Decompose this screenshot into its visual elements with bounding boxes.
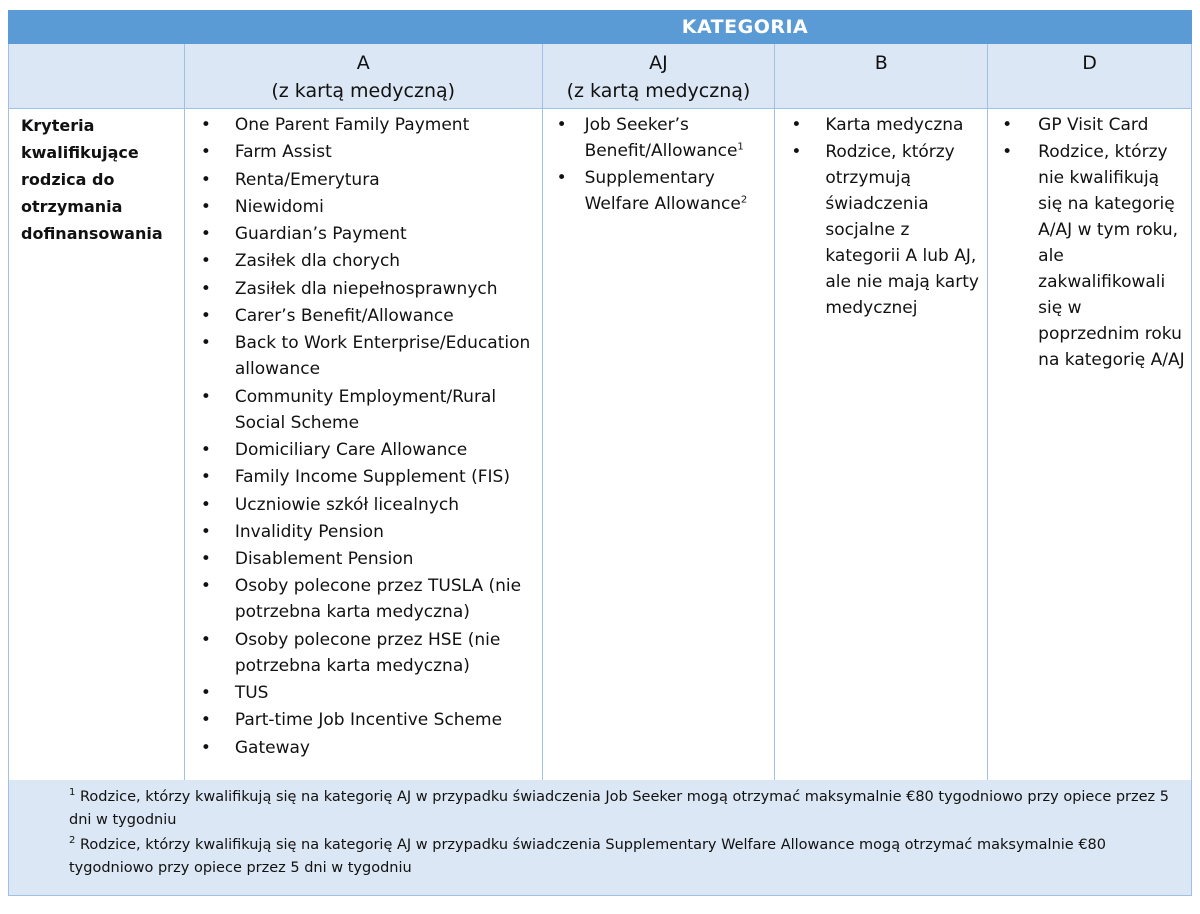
category-a-cell <box>185 108 543 780</box>
column-label: B <box>874 52 888 74</box>
category-d-list <box>988 109 1191 373</box>
criteria-row <box>8 108 1192 780</box>
list-item: • Back to Work Enterprise/Education allowance <box>185 330 538 382</box>
list-item: • Zasiłek dla niepełnosprawnych <box>185 276 538 302</box>
column-sublabel: (z kartą medyczną) <box>566 80 751 102</box>
item-text: Job Seeker’s Benefit/Allowance <box>584 115 738 161</box>
list-item: • One Parent Family Payment <box>185 112 538 138</box>
category-b-list <box>775 109 987 321</box>
list-item: • Part-time Job Incentive Scheme <box>185 707 538 733</box>
list-item: • Karta medyczna <box>775 112 983 138</box>
list-item: • Guardian’s Payment <box>185 221 538 247</box>
list-item: • Niewidomi <box>185 194 538 220</box>
column-header-a <box>185 44 543 108</box>
column-header-aj <box>543 44 776 108</box>
item-text: Supplementary Welfare Allowance <box>584 168 741 215</box>
column-sublabel: (z kartą medyczną) <box>271 80 456 102</box>
column-label: D <box>1082 52 1097 74</box>
list-item: • Disablement Pension <box>185 546 538 572</box>
list-item: • Osoby polecone przez TUSLA (nie potrzebna karta medyczna) <box>185 573 538 625</box>
category-aj-list <box>543 109 775 217</box>
list-item: • Osoby polecone przez HSE (nie potrzebna karta medyczna) <box>185 627 538 679</box>
header-row <box>8 44 1192 108</box>
footnote-ref: 1 <box>737 141 744 153</box>
list-item: • Family Income Supplement (FIS) <box>185 464 538 490</box>
category-table <box>8 10 1192 896</box>
footnotes <box>8 780 1192 896</box>
category-a-list <box>185 109 542 761</box>
column-header-d <box>988 44 1192 108</box>
list-item: • Gateway <box>185 735 538 761</box>
list-item: • Rodzice, którzy nie kwalifikują się na kategorię A/AJ w tym roku, ale zakwalifikowali się w poprzednim roku na kategorię A/AJ <box>988 139 1187 373</box>
footnote <box>69 786 1171 832</box>
list-item: • Invalidity Pension <box>185 519 538 545</box>
list-item: • Rodzice, którzy otrzymują świadczenia socjalne z kategorii A lub AJ, ale nie mają karty medycznej <box>775 139 983 321</box>
footnote-text: Rodzice, którzy kwalifikują się na kategorię AJ w przypadku świadczenia Job Seeker mogą otrzymać maksymalnie €80 tygodniowo przy opiece przez 5 dni w tygodniu <box>69 789 1169 828</box>
table-title: KATEGORIA <box>8 10 1192 44</box>
category-d-cell <box>988 108 1192 780</box>
list-item: • Zasiłek dla chorych <box>185 248 538 274</box>
column-label: A <box>356 52 370 74</box>
list-item: • TUS <box>185 680 538 706</box>
criteria-label: Kryteria kwalifikujące rodzica do otrzymania dofinansowania <box>21 116 163 243</box>
list-item: • GP Visit Card <box>988 112 1187 138</box>
footnote-mark: 2 <box>69 835 76 847</box>
footnote-mark: 1 <box>69 787 76 799</box>
list-item: • Uczniowie szkół licealnych <box>185 492 538 518</box>
row-header-cell <box>9 108 185 780</box>
header-empty-cell <box>9 44 185 108</box>
category-b-cell <box>775 108 988 780</box>
footnote <box>69 834 1171 880</box>
list-item: • Community Employment/Rural Social Scheme <box>185 384 538 436</box>
list-item: • Domiciliary Care Allowance <box>185 437 538 463</box>
column-header-b <box>775 44 988 108</box>
list-item <box>543 165 771 217</box>
category-aj-cell <box>543 108 776 780</box>
list-item <box>543 112 771 164</box>
column-label: AJ <box>649 52 668 74</box>
list-item: • Carer’s Benefit/Allowance <box>185 303 538 329</box>
footnote-text: Rodzice, którzy kwalifikują się na kategorię AJ w przypadku świadczenia Supplementary Welfare Allowance mogą otrzymać maksymalnie €80 tygodniowo przy opiece przez 5 dni w tygodniu <box>69 837 1106 876</box>
list-item: • Renta/Emerytura <box>185 167 538 193</box>
list-item: • Farm Assist <box>185 139 538 165</box>
footnote-ref: 2 <box>740 194 748 206</box>
